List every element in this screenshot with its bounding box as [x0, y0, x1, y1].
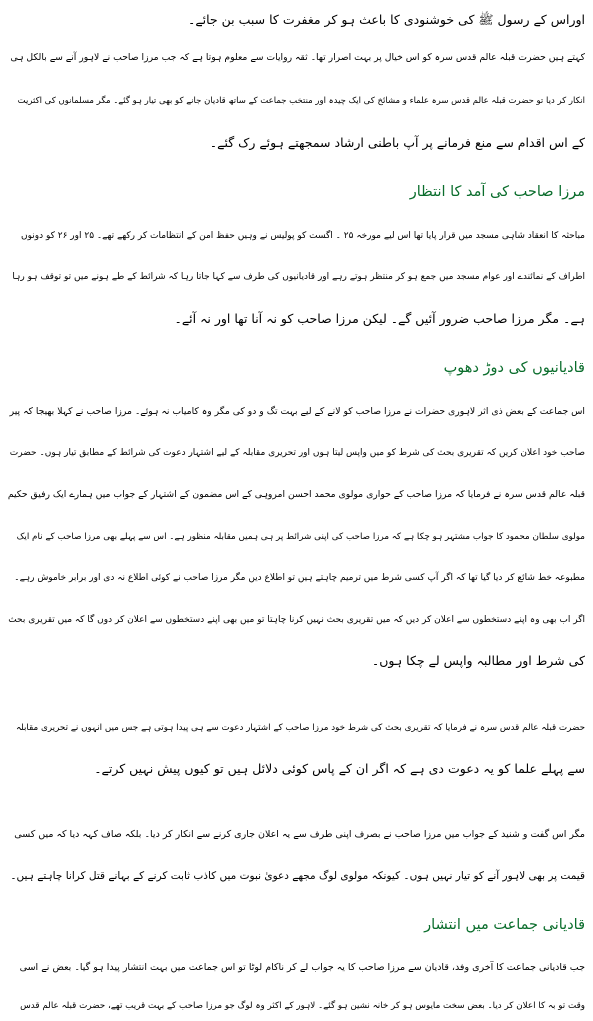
section-heading-awaiting-arrival: مرزا صاحب کی آمد کا انتظار: [409, 184, 585, 200]
section-2-line-1: اس جماعت کے بعض ذی اثر لاہوری حضرات نے مرزا صاحب کو لانے کے لیے بہت تگ و دو کی مگر وہ کامیاب نہ ہوئے۔ مرزا صاحب نے کہلا بھیجا کہ پیر: [9, 406, 585, 417]
section-2-line-3: قبلہ عالم قدس سرہ نے فرمایا کہ مرزا صاحب کے حواری مولوی محمد احسن امروہی کے اس مضمون کے اشتہار کے جواب میں ہمارے ایک رفیق حکیم: [8, 489, 585, 500]
intro-line-1: اوراس کے رسول ﷺ کی خوشنودی کا باعث ہو کر مغفرت کا سبب بن جائے۔: [188, 12, 585, 27]
section-1-line-1: مباحثہ کا انعقاد شاہی مسجد میں قرار پایا تھا اس لیے مورخہ ۲۵ ۔ اگست کو پولیس نے وہیں حفظ امن کے انتظامات کر رکھے تھے۔ ۲۵ اور ۲۶ کو دونوں: [20, 231, 585, 241]
paragraph-4-line-2: سے پہلے علما کو یہ دعوت دی ہے کہ اگر ان کے پاس کوئی دلائل ہیں تو کیوں پیش نہیں کرتے۔: [94, 761, 585, 776]
paragraph-4-line-1: حضرت قبلہ عالم قدس سرہ نے فرمایا کہ تقریری بحث کی شرط خود مرزا صاحب کے اشتہار دعوت سے ہی پیدا ہوتی ہے جس میں انہوں نے تحریری مقابلہ: [15, 723, 585, 733]
paragraph-1-line-2: انکار کر دیا تو حضرت قبلہ عالم قدس سرہ علماء و مشائخ کی ایک چیدہ اور منتخب جماعت کے ساتھ قادیان جانے کو بھی تیار ہو گئے۔ مگر مسلمانوں کی اکثریت: [17, 96, 585, 106]
section-heading-disarray: قادیانی جماعت میں انتشار: [424, 917, 585, 933]
section-3-line-2: وقت تو بہ کا اعلان کر دیا۔ بعض سخت مایوس ہو کر خانہ نشین ہو گئے۔ لاہور کے اکثر وہ لوگ جو مرزا صاحب کے بہت قریب تھے، حضرت قبلہ عالم قدس: [20, 1001, 585, 1011]
paragraph-1-line-3: کے اس اقدام سے منع فرمانے پر آپ باطنی ارشاد سمجھتے ہوئے رک گئے۔: [209, 135, 585, 150]
section-2-line-5: مطبوعہ خط شائع کر دیا گیا تھا کہ اگر آپ کسی شرط میں ترمیم چاہتے ہیں تو اطلاع دیں مگر مرزا صاحب نے کوئی اطلاع نہ دی اور برابر خاموش رہے۔: [14, 573, 585, 583]
section-1-line-2: اطراف کے نمائندے اور عوام مسجد میں جمع ہو کر منتظر ہوتے رہے اور قادیانیوں کی طرف سے کہا جاتا رہا کہ شرائط کے طے ہونے میں تو توقف ہو رہا: [12, 272, 585, 282]
section-heading-efforts: قادیانیوں کی دوڑ دھوپ: [443, 360, 585, 376]
paragraph-1-line-1: کہتے ہیں حضرت قبلہ عالم قدس سرہ کو اس خیال پر بہت اصرار تھا۔ ثقہ روایات سے معلوم ہوتا ہے کہ جب مرزا صاحب نے لاہور آنے سے بالکل ہی: [10, 52, 585, 63]
section-2-line-2: صاحب خود اعلان کریں کہ تقریری بحث کی شرط کو میں واپس لیتا ہوں اور تحریری مقابلہ کے لیے اشتہار دعوت کی شرائط کے مطابق تیار ہوں۔ حضرت: [9, 448, 585, 458]
paragraph-5-line-2: قیمت پر بھی لاہور آنے کو تیار نہیں ہوں۔ کیونکہ مولوی لوگ مجھے دعویٰ نبوت میں کاذب ثابت کرنے کے بہانے قتل کرانا چاہتے ہیں۔: [10, 870, 585, 882]
section-3-line-1: جب قادیانی جماعت کا آخری وفد، قادیان سے مرزا صاحب کا یہ جواب لے کر ناکام لوٹا تو اس جماعت میں بہت انتشار پیدا ہو گیا۔ بعض نے اسی: [19, 962, 585, 973]
section-1-line-3: ہے۔ مگر مرزا صاحب ضرور آئیں گے۔ لیکن مرزا صاحب کو نہ آنا تھا اور نہ آئے۔: [174, 311, 585, 326]
paragraph-5-line-1: مگر اس گفت و شنید کے جواب میں مرزا صاحب نے بصرف اپنی طرف سے یہ اعلان جاری کرنے سے انکار کر دیا۔ بلکہ صاف کہہ دیا کہ میں کسی: [14, 829, 585, 840]
section-2-line-6: اگر اب بھی وہ اپنے دستخطوں سے اعلان کر دیں کہ میں تقریری بحث نہیں کرنا چاہتا تو میں بھی اپنے دستخطوں سے اعلان کر دوں گا کہ میں تقریری بحث: [8, 615, 585, 625]
section-2-line-7: کی شرط اور مطالبہ واپس لے چکا ہوں۔: [371, 653, 585, 668]
section-2-line-4: مولوی سلطان محمود کا جواب مشتہر ہو چکا ہے کہ مرزا صاحب کی اپنی شرائط پر ہی ہمیں مقابلہ منظور ہے۔ اس سے پہلے بھی مرزا صاحب کے نام ایک: [16, 532, 585, 542]
